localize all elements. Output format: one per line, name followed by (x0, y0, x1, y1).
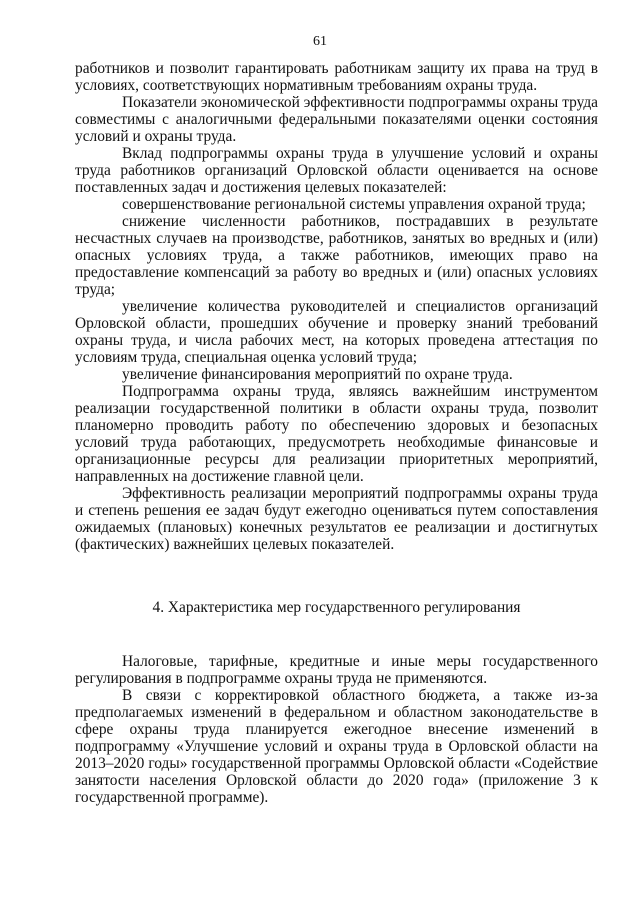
list-item: увеличение количества руководителей и специалистов организаций Орловской области, прошедших обучение и проверку знаний требований охраны труда, и числа рабочих мест, на которых проведена аттестация по условиям труда, специальная оценка условий труда; (75, 298, 598, 366)
paragraph: работников и позволит гарантировать работникам защиту их права на труд в условиях, соответствующих нормативным требованиям охраны труда. (75, 60, 598, 94)
text-block-top (75, 60, 598, 553)
paragraph: Эффективность реализации мероприятий подпрограммы охраны труда и степень решения ее задач будут ежегодно оцениваться путем сопоставления ожидаемых (плановых) конечных результатов ее реализации и достигнутых (фактических) важнейших целевых показателей. (75, 485, 598, 553)
list-item: совершенствование региональной системы управления охраной труда; (122, 196, 586, 213)
text-block-bottom (75, 653, 598, 806)
page-number: 61 (313, 34, 327, 49)
section-heading: 4. Характеристика мер государственного регулирования (152, 599, 521, 616)
paragraph: Вклад подпрограммы охраны труда в улучшение условий и охраны труда работников организаций Орловской области оценивается на основе поставленных задач и достижения целевых показателей: (75, 145, 598, 196)
paragraph: Подпрограмма охраны труда, являясь важнейшим инструментом реализации государственной политики в области охраны труда, позволит планомерно проводить работу по обеспечению здоровых и безопасных условий труда работающих, предусмотреть необходимые финансовые и организационные ресурсы для реализации приоритетных мероприятий, направленных на достижение главной цели. (75, 383, 598, 485)
list-item: снижение численности работников, пострадавших в результате несчастных случаев на производстве, работников, занятых во вредных и (или) опасных условиях труда, а также работников, имеющих право на предоставление компенсаций за работу во вредных и (или) опасных условиях труда; (75, 213, 598, 298)
list-item: увеличение финансирования мероприятий по охране труда. (122, 366, 513, 383)
paragraph: В связи с корректировкой областного бюджета, а также из-за предполагаемых изменений в федеральном и областном законодательстве в сфере охраны труда планируется ежегодное внесение изменений в подпрограмму «Улучшение условий и охраны труда в Орловской области на 2013–2020 годы» государственной программы Орловской области «Содействие занятости населения Орловской области до 2020 года» (приложение 3 к государственной программе). (75, 687, 598, 806)
paragraph: Налоговые, тарифные, кредитные и иные меры государственного регулирования в подпрограмме охраны труда не применяются. (75, 653, 598, 687)
paragraph: Показатели экономической эффективности подпрограммы охраны труда совместимы с аналогичными федеральными показателями оценки состояния условий и охраны труда. (75, 94, 598, 145)
